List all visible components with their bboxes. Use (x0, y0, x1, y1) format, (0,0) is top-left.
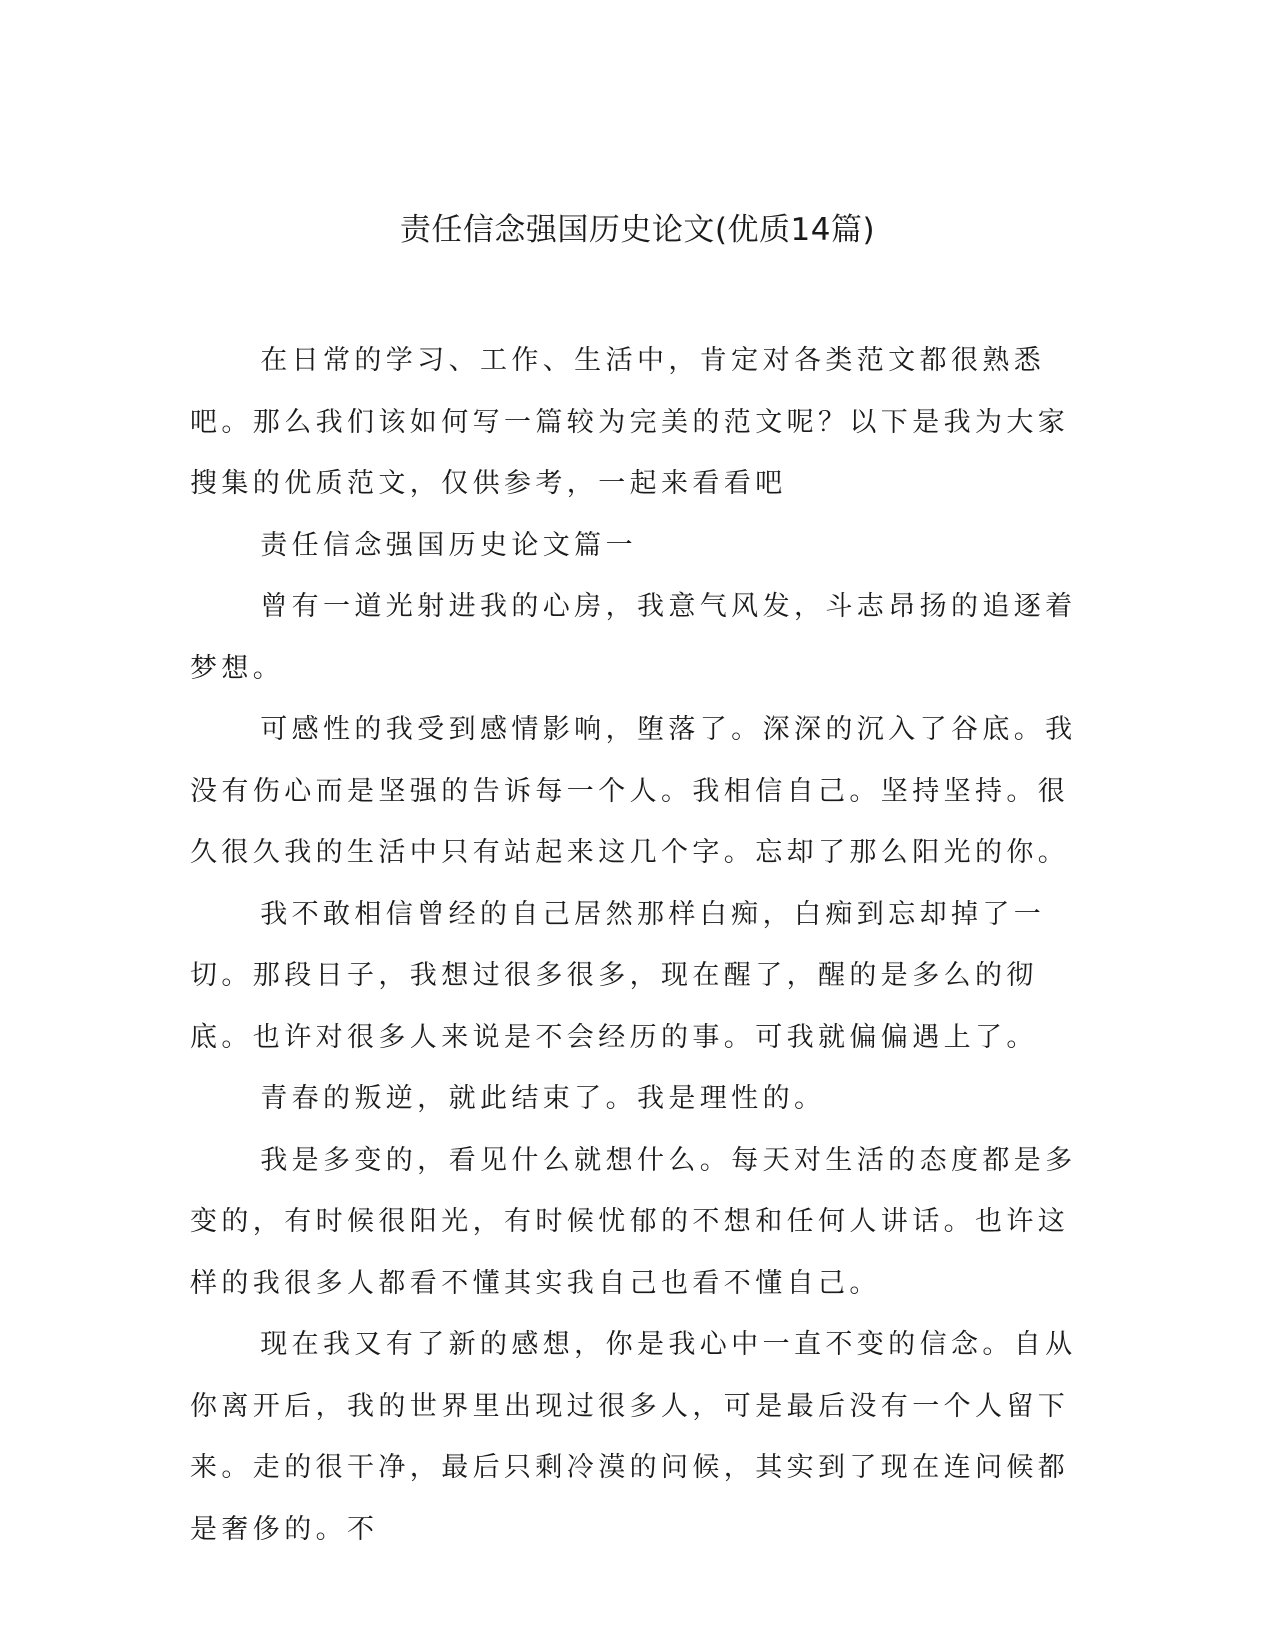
intro-paragraph: 在日常的学习、工作、生活中，肯定对各类范文都很熟悉吧。那么我们该如何写一篇较为完美的范文呢？以下是我为大家搜集的优质范文，仅供参考，一起来看看吧 (190, 345, 1070, 499)
section-heading: 责任信念强国历史论文篇一 (260, 529, 637, 561)
body-paragraph: 现在我又有了新的感想，你是我心中一直不变的信念。自从你离开后，我的世界里出现过很多人，可是最后没有一个人留下来。走的很干净，最后只剩冷漠的问候，其实到了现在连问候都是奢侈的。不 (190, 1329, 1077, 1545)
body-paragraph: 我是多变的，看见什么就想什么。每天对生活的态度都是多变的，有时候很阳光，有时候忧郁的不想和任何人讲话。也许这样的我很多人都看不懂其实我自己也看不懂自己。 (190, 1144, 1077, 1299)
document-body (190, 330, 1080, 1560)
document-title: 责任信念强国历史论文(优质14篇) (399, 212, 876, 248)
body-paragraph: 我不敢相信曾经的自己居然那样白痴，白痴到忘却掉了一切。那段日子，我想过很多很多，现在醒了，醒的是多么的彻底。也许对很多人来说是不会经历的事。可我就偏偏遇上了。 (190, 898, 1046, 1053)
body-paragraph: 曾有一道光射进我的心房，我意气风发，斗志昂扬的追逐着梦想。 (190, 591, 1077, 684)
body-paragraph: 可感性的我受到感情影响，堕落了。深深的沉入了谷底。我没有伤心而是坚强的告诉每一个人。我相信自己。坚持坚持。很久很久我的生活中只有站起来这几个字。忘却了那么阳光的你。 (190, 714, 1077, 868)
body-paragraph: 青春的叛逆，就此结束了。我是理性的。 (260, 1083, 826, 1114)
